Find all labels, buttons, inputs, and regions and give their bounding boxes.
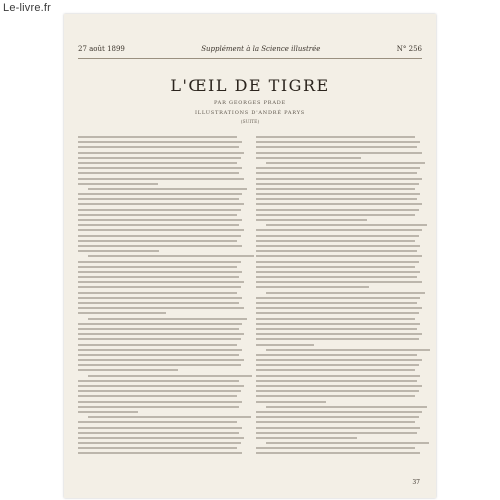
text-line <box>256 369 415 371</box>
text-line <box>88 416 251 418</box>
text-line <box>78 193 242 195</box>
text-line <box>256 312 419 314</box>
text-line <box>256 297 420 299</box>
text-line <box>78 271 242 273</box>
text-line <box>256 318 415 320</box>
text-line <box>78 157 241 159</box>
text-line <box>78 281 244 283</box>
text-line <box>78 452 242 454</box>
text-line <box>78 349 242 351</box>
text-line <box>78 421 237 423</box>
text-line <box>78 266 237 268</box>
text-line <box>256 359 422 361</box>
text-line <box>78 146 239 148</box>
article-byline: PAR GEORGES PRADE <box>213 100 287 106</box>
text-line <box>256 193 420 195</box>
text-line <box>256 261 419 263</box>
text-line <box>78 224 239 226</box>
header-supplement: Supplément à la Science illustrée <box>201 45 321 53</box>
text-line <box>256 411 422 413</box>
text-line <box>78 333 244 335</box>
text-line <box>88 255 254 257</box>
text-line <box>256 209 419 211</box>
text-line <box>78 302 239 304</box>
text-line <box>256 338 419 340</box>
article-title: L'ŒIL DE TIGRE <box>170 76 330 95</box>
text-line <box>78 323 242 325</box>
text-line <box>78 240 237 242</box>
text-line <box>78 385 244 387</box>
text-line <box>78 286 241 288</box>
text-line <box>78 183 158 185</box>
text-line <box>256 307 422 309</box>
text-line <box>256 437 357 439</box>
text-line <box>78 167 242 169</box>
text-line <box>256 276 417 278</box>
text-line <box>256 328 417 330</box>
text-line <box>256 380 417 382</box>
text-line <box>78 359 244 361</box>
text-line <box>78 141 242 143</box>
text-line <box>78 261 241 263</box>
text-line <box>78 219 242 221</box>
text-line <box>256 250 417 252</box>
text-line <box>78 307 244 309</box>
text-line <box>256 427 420 429</box>
text-line <box>78 136 237 138</box>
text-line <box>78 380 239 382</box>
text-line <box>256 219 367 221</box>
text-line <box>266 349 430 351</box>
text-line <box>78 406 239 408</box>
text-line <box>256 152 422 154</box>
text-line <box>78 152 244 154</box>
text-line <box>78 209 241 211</box>
text-line <box>256 432 417 434</box>
text-line <box>256 452 420 454</box>
text-line <box>256 255 422 257</box>
text-line <box>256 416 419 418</box>
text-line <box>88 375 252 377</box>
text-line <box>256 323 420 325</box>
text-line <box>78 344 237 346</box>
text-line <box>78 198 239 200</box>
text-line <box>78 364 241 366</box>
text-line <box>256 271 420 273</box>
text-line <box>256 235 419 237</box>
text-line <box>256 266 415 268</box>
text-line <box>256 214 415 216</box>
text-line <box>78 442 241 444</box>
text-line <box>78 203 244 205</box>
text-line <box>78 432 239 434</box>
text-line <box>256 364 419 366</box>
text-line <box>256 178 422 180</box>
text-line <box>78 395 237 397</box>
text-line <box>256 447 415 449</box>
text-line <box>78 447 237 449</box>
text-line <box>78 437 244 439</box>
text-line <box>78 411 138 413</box>
page-number: 37 <box>412 479 420 486</box>
text-line <box>256 385 422 387</box>
text-line <box>78 214 237 216</box>
watermark-logo: Le-livre.fr <box>3 2 52 14</box>
header-issue-number: N° 256 <box>396 45 422 53</box>
text-line <box>88 188 247 190</box>
document-page <box>64 14 436 498</box>
text-line <box>78 292 237 294</box>
text-line <box>256 344 314 346</box>
text-line <box>78 276 239 278</box>
text-column-right <box>256 136 422 458</box>
text-line <box>78 427 242 429</box>
text-line <box>78 162 237 164</box>
article-illustrator: ILLUSTRATIONS D'ANDRÉ PARYS <box>194 110 306 116</box>
text-line <box>78 250 159 252</box>
header-date: 27 août 1899 <box>78 45 125 53</box>
text-line <box>256 203 422 205</box>
running-header <box>78 42 422 59</box>
text-line <box>256 157 361 159</box>
text-line <box>256 172 417 174</box>
text-line <box>78 235 241 237</box>
text-line <box>266 162 425 164</box>
text-line <box>256 198 417 200</box>
text-line <box>256 281 422 283</box>
text-line <box>256 146 417 148</box>
text-line <box>78 178 244 180</box>
text-line <box>256 375 420 377</box>
text-line <box>78 245 242 247</box>
text-line <box>266 224 427 226</box>
text-line <box>78 369 178 371</box>
text-line <box>256 401 326 403</box>
text-line <box>256 183 419 185</box>
text-line <box>78 297 242 299</box>
text-line <box>256 167 420 169</box>
text-line <box>78 229 244 231</box>
text-line <box>256 136 415 138</box>
text-line <box>256 395 415 397</box>
text-line <box>256 240 415 242</box>
text-line <box>256 141 420 143</box>
text-line <box>88 318 247 320</box>
text-line <box>256 245 420 247</box>
article-suite: (SUITE) <box>240 120 260 125</box>
text-line <box>266 442 429 444</box>
text-line <box>256 229 422 231</box>
text-line <box>78 328 239 330</box>
text-line <box>266 292 425 294</box>
text-line <box>256 390 419 392</box>
text-column-left <box>78 136 244 458</box>
text-line <box>266 406 427 408</box>
text-line <box>78 354 239 356</box>
text-line <box>256 354 417 356</box>
text-line <box>256 188 415 190</box>
text-line <box>78 338 241 340</box>
text-line <box>256 333 422 335</box>
text-line <box>256 421 415 423</box>
text-line <box>78 172 239 174</box>
text-line <box>78 312 166 314</box>
text-line <box>78 401 242 403</box>
text-line <box>78 390 241 392</box>
text-line <box>256 302 417 304</box>
text-line <box>256 286 369 288</box>
